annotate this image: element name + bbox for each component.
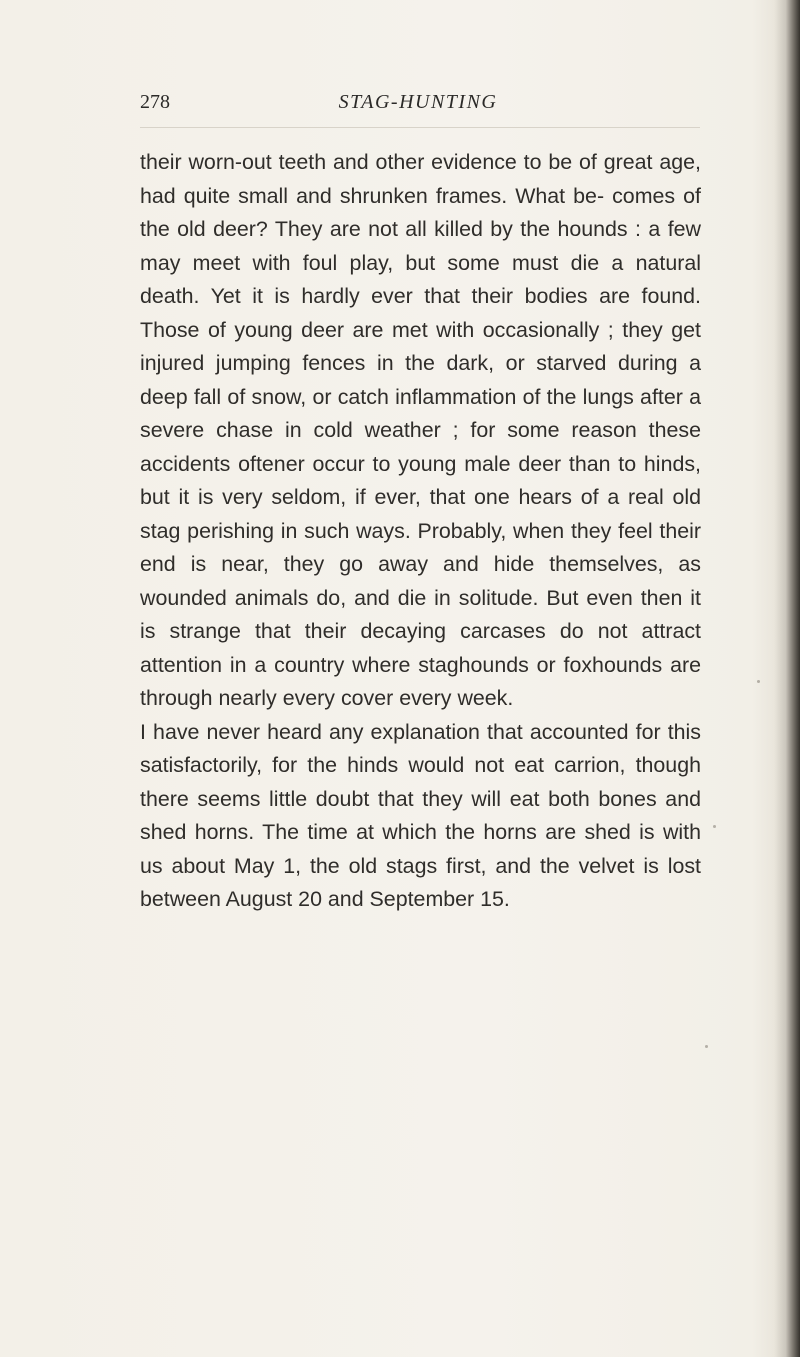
page-number: 278 — [140, 91, 170, 113]
paper-speck — [713, 825, 716, 828]
body-text — [140, 146, 701, 917]
running-title: STAG-HUNTING — [338, 91, 498, 113]
paper-speck — [757, 680, 760, 683]
header-rule — [140, 127, 700, 128]
paragraph-1: their worn-out teeth and other evidence to be of great age, had quite small and shrunken frames. What be- comes of the old deer? They are not all killed by the hounds : a few may meet with foul play, but some must die a natural death. Yet it is hardly ever that their bodies are found. Those of young deer are met with occasionally ; they get injured jumping fences in the dark, or starved during a deep fall of snow, or catch inflammation of the lungs after a severe chase in cold weather ; for some reason these accidents oftener occur to young male deer than to hinds, but it is very seldom, if ever, that one hears of a real old stag perishing in such ways. Probably, when they feel their end is near, they go away and hide themselves, as wounded animals do, and die in solitude. But even then it is strange that their decaying carcases do not attract attention in a country where staghounds or foxhounds are through nearly every cover every week. — [140, 150, 701, 710]
page-header — [140, 90, 664, 122]
page-gutter-shadow — [774, 0, 800, 1357]
paragraph-2: I have never heard any explanation that accounted for this satisfactorily, for the hinds would not eat carrion, though there seems little doubt that they will eat both bones and shed horns. The time at which the horns are shed is with us about May 1, the old stags first, and the velvet is lost between August 20 and September 15. — [140, 719, 701, 911]
paper-speck — [705, 1045, 708, 1048]
